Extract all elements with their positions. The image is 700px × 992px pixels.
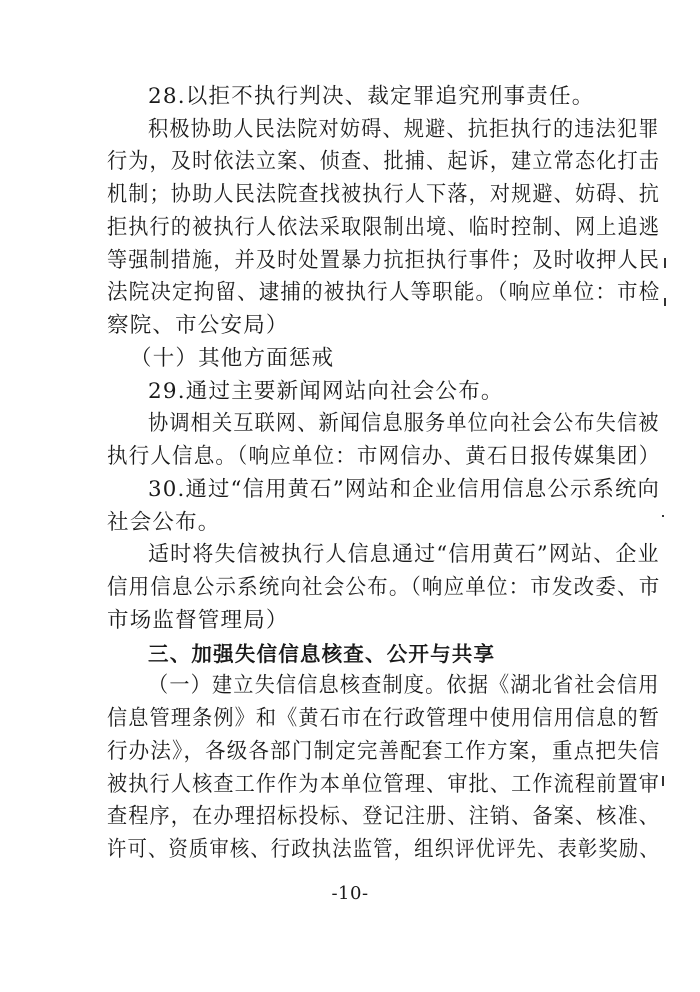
text-line: 查程序，在办理招标投标、登记注册、注销、备案、核准、 bbox=[107, 804, 661, 830]
text-line: 察院、市公安局） bbox=[107, 313, 289, 339]
text-line: 行办法》，各级各部门制定完善配套工作方案，重点把失信 bbox=[107, 738, 661, 764]
text-line: 拒执行的被执行人依法采取限制出境、临时控制、网上追逃 bbox=[107, 214, 661, 240]
text-line: 社会公布。 bbox=[107, 509, 221, 535]
text-line: 法院决定拘留、逮捕的被执行人等职能。（响应单位：市检 bbox=[107, 280, 661, 306]
scan-speck bbox=[664, 298, 666, 306]
text-line: 协调相关互联网、新闻信息服务单位向社会公布失信被 bbox=[148, 411, 660, 437]
text-line: 许可、资质审核、行政执法监管，组织评优评先、表彰奖励、 bbox=[107, 837, 660, 862]
text-line: 29.通过主要新闻网站向社会公布。 bbox=[148, 378, 504, 404]
text-line: 适时将失信被执行人信息通过“信用黄石”网站、企业 bbox=[148, 542, 660, 568]
page-number: -10- bbox=[331, 883, 369, 904]
chapter-heading: 三、加强失信信息核查、公开与共享 bbox=[148, 641, 496, 666]
scan-speck bbox=[662, 776, 664, 786]
text-line: 等强制措施，并及时处置暴力抗拒执行事件；及时收押人民 bbox=[107, 247, 661, 273]
text-line: 积极协助人民法院对妨碍、规避、抗拒执行的违法犯罪 bbox=[148, 116, 660, 142]
text-line: 信用信息公示系统向社会公布。（响应单位：市发改委、市 bbox=[107, 575, 661, 601]
text-line: （一）建立失信信息核查制度。依据《湖北省社会信用 bbox=[148, 673, 660, 699]
text-line: 行为，及时依法立案、侦查、批捕、起诉，建立常态化打击 bbox=[107, 149, 661, 175]
text-line: 信息管理条例》和《黄石市在行政管理中使用信用信息的暂 bbox=[107, 706, 661, 732]
text-line: 被执行人核查工作作为本单位管理、审批、工作流程前置审 bbox=[107, 771, 661, 797]
text-line: 30.通过“信用黄石”网站和企业信用信息公示系统向 bbox=[148, 476, 661, 502]
scan-speck bbox=[662, 515, 664, 517]
text-line: 机制；协助人民法院查找被执行人下落，对规避、妨碍、抗 bbox=[107, 182, 661, 208]
text-line: 28.以拒不执行判决、裁定罪追究刑事责任。 bbox=[148, 84, 595, 109]
scan-speck bbox=[664, 258, 666, 268]
text-line: 市场监督管理局） bbox=[107, 607, 289, 633]
section-heading: （十）其他方面惩戒 bbox=[130, 345, 335, 371]
text-line: 执行人信息。（响应单位：市网信办、黄石日报传媒集团） bbox=[107, 444, 661, 470]
